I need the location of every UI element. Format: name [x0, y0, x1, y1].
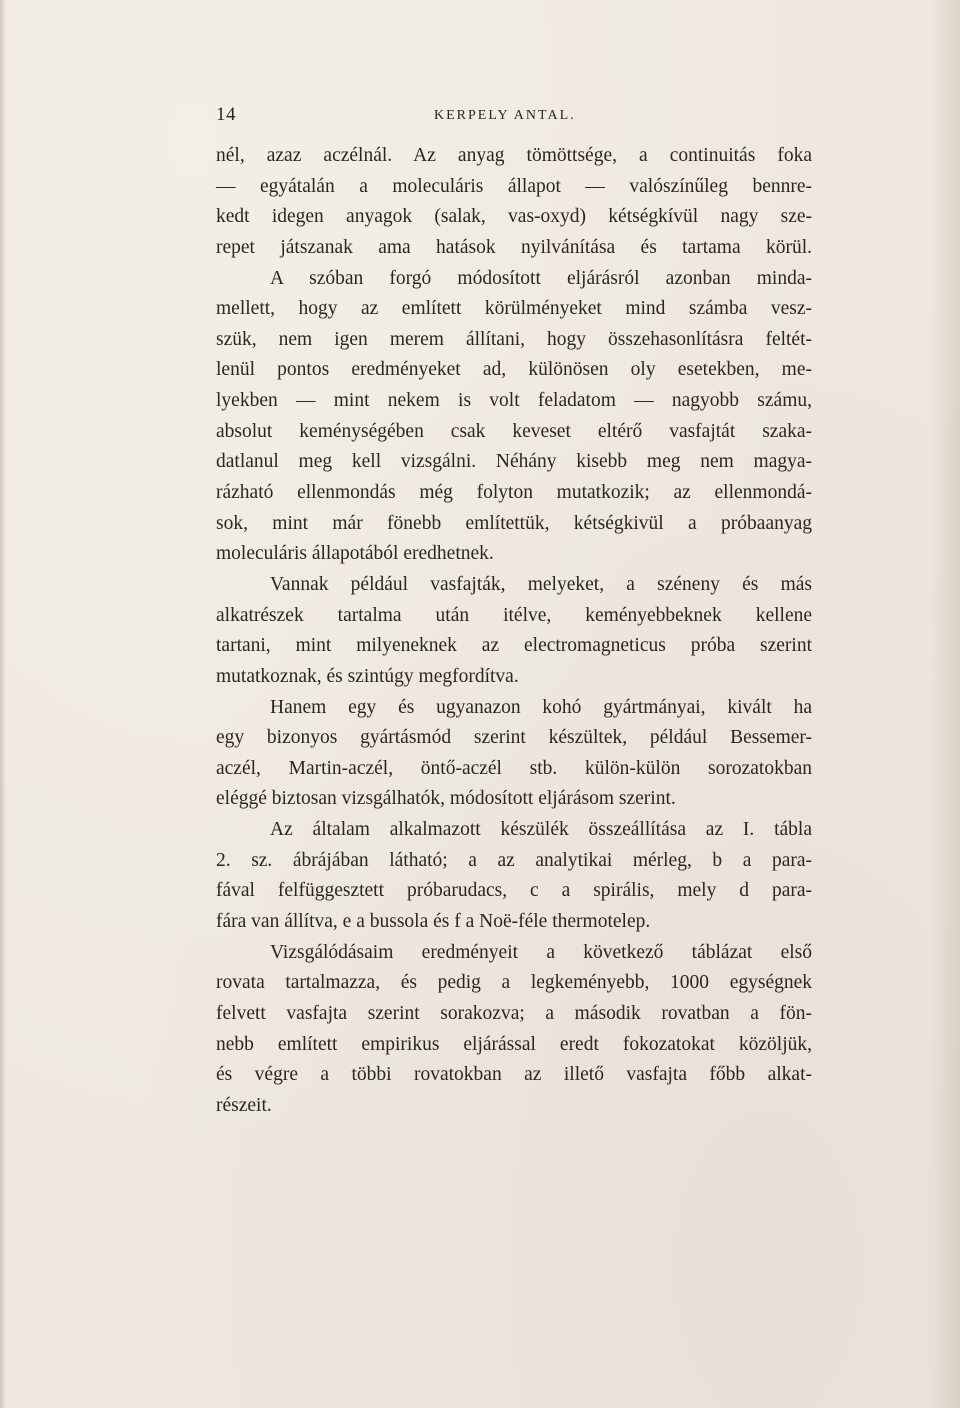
page-number: 14 — [216, 104, 236, 125]
text-line: mutatkoznak, és szintúgy megfordítva. — [216, 665, 519, 687]
text-line: sok, mint már fönebb említettük, kétségkivül a próbaanyag — [216, 512, 812, 534]
text-line: szük, nem igen merem állítani, hogy összehasonlításra feltét- — [216, 328, 812, 350]
text-line: felvett vasfajta szerint sorakozva; a második rovatban a fön- — [216, 1002, 812, 1024]
text-line: egy bizonyos gyártásmód szerint készültek, például Bessemer- — [216, 727, 812, 749]
text-line: datlanul meg kell vizsgálni. Néhány kisebb meg nem magya- — [216, 451, 812, 473]
text-line: absolut keménységében csak keveset eltérő vasfajtát szaka- — [216, 420, 812, 442]
text-line: rovata tartalmazza, és pedig a legkeményebb, 1000 egységnek — [216, 972, 812, 994]
text-line: — egyátalán a moleculáris állapot — valószínűleg bennre- — [216, 175, 812, 197]
text-line: kedt idegen anyagok (salak, vas-oxyd) kétségkívül nagy sze- — [216, 206, 812, 228]
text-line: Az általam alkalmazott készülék összeállítása az I. tábla — [270, 819, 812, 841]
text-line: Vizsgálódásaim eredményeit a következő táblázat első — [270, 941, 812, 963]
text-line: Hanem egy és ugyanazon kohó gyártmányai, kivált ha — [270, 696, 812, 718]
page-edge-wear — [930, 0, 960, 1408]
page-header — [216, 104, 810, 134]
text-line: mellett, hogy az említett körülményeket mind számba vesz- — [216, 298, 812, 320]
text-line: lyekben — mint nekem is volt feladatom — nagyobb számu, — [216, 390, 812, 412]
text-line: nél, azaz aczélnál. Az anyag tömöttsége, a continuitás foka — [216, 145, 812, 166]
text-line: nebb említett empirikus eljárással eredt fokozatokat közöljük, — [216, 1033, 812, 1055]
page-edge-shadow — [0, 0, 6, 1408]
text-line: 2. sz. ábrájában látható; a az analytikai mérleg, b a para- — [216, 849, 812, 871]
text-line: repet játszanak ama hatások nyilvánítása és tartama körül. — [216, 236, 812, 258]
text-line: lenül pontos eredményeket ad, különösen oly esetekben, me- — [216, 359, 812, 381]
text-line: tartani, mint milyeneknek az electromagneticus próba szerint — [216, 635, 812, 657]
running-head: KERPELY ANTAL. — [434, 108, 576, 123]
text-line: A szóban forgó módosított eljárásról azonban minda- — [270, 267, 812, 289]
text-line: és végre a többi rovatokban az illető vasfajta főbb alkat- — [216, 1064, 812, 1086]
text-line: rázható ellenmondás még folyton mutatkozik; az ellenmondá- — [216, 482, 812, 504]
text-line: fával felfüggesztett próbarudacs, c a spirális, mely d para- — [216, 880, 812, 902]
text-line: eléggé biztosan vizsgálhatók, módosított eljárásom szerint. — [216, 788, 676, 810]
text-line: alkatrészek tartalma után itélve, keményebbeknek kellene — [216, 604, 812, 626]
body-text — [216, 141, 812, 1122]
text-line: aczél, Martin-aczél, öntő-aczél stb. külön-külön sorozatokban — [216, 757, 812, 779]
text-line: moleculáris állapotából eredhetnek. — [216, 543, 494, 565]
text-line: fára van állítva, e a bussola és f a Noë-féle thermotelep. — [216, 911, 651, 933]
text-line: részeit. — [216, 1094, 272, 1116]
text-line: Vannak például vasfajták, melyeket, a széneny és más — [270, 573, 812, 595]
